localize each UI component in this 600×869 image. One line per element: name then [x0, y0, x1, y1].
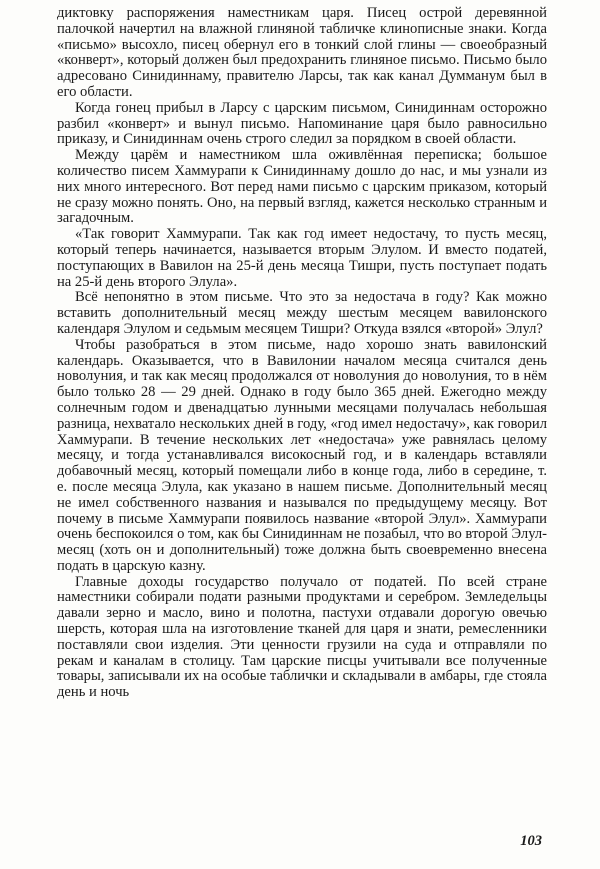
paragraph-1: диктовку распоряжения наместникам царя. Писец острой деревянной палочкой начертил на влажной глиняной табличке клинописные знаки. Когда «письмо» высохло, писец обернул его в тонкий слой глины — своеобразный «конверт», который должен был предохранить глиняное письмо. Письмо было адресовано Синидиннаму, правителю Ларсы, так как канал Думманум был в его области.	[57, 5, 547, 100]
paragraph-3: Между царём и наместником шла оживлённая переписка; большое количество писем Хаммурапи к Синидиннаму дошло до нас, и мы узнали из них много интересного. Вот перед нами письмо с царским приказом, который не сразу можно понять. Оно, на первый взгляд, кажется несколько странным и загадочным.	[57, 147, 547, 227]
paragraph-6: Чтобы разобраться в этом письме, надо хорошо знать вавилонский календарь. Оказывается, что в Вавилонии началом месяца считался день новолуния, и так как месяц продолжался от новолуния до новолуния, то в нём было только 28 — 29 дней. Однако в году было 365 дней. Ежегодно между солнечным годом и двенадцатью лунными месяцами получалась небольшая разница, нехватало нескольких дней в году, «год имел недостачу», как говорил Хаммурапи. В течение нескольких лет «недостача» уже равнялась целому месяцу, и тогда устанавливался високосный год, и в календарь вставляли добавочный месяц, который помещали либо в конце года, либо в середине, т. е. после месяца Элула, как указано в нашем письме. Дополнительный месяц не имел собственного названия и назывался по предыдущему месяцу. Вот почему в письме Хаммурапи появилось название «второй Элул». Хаммурапи очень беспокоился о том, как бы Синидиннам не позабыл, что во второй Элул-месяц (хоть он и дополнительный) тоже должна быть своевременно внесена подать в царскую казну.	[57, 336, 547, 574]
paragraph-5: Всё непонятно в этом письме. Что это за недостача в году? Как можно вставить дополнительный месяц между шестым месяцем вавилонского календаря Элулом и седьмым месяцем Тишри? Откуда взялся «второй» Элул?	[57, 289, 547, 337]
body-text	[57, 6, 547, 701]
page-number: 103	[520, 833, 542, 849]
paragraph-4: «Так говорит Хаммурапи. Так как год имеет недостачу, то пусть месяц, который теперь начинается, называется вторым Элулом. И вместо податей, поступающих в Вавилон на 25-й день месяца Тишри, пусть поступает подать на 25-й день второго Элула».	[57, 226, 547, 290]
paragraph-7: Главные доходы государство получало от податей. По всей стране наместники собирали подати разными продуктами и серебром. Земледельцы давали зерно и масло, вино и полотна, пастухи отдавали дорогую овечью шерсть, которая шла на изготовление тканей для царя и знати, ремесленники поставляли свои изделия. Эти ценности грузили на суда и отправляли по рекам и каналам в столицу. Там царские писцы учитывали все полученные товары, записывали их на особые таблички и складывали в амбары, где стояла день и ночь	[57, 573, 547, 701]
paragraph-2: Когда гонец прибыл в Ларсу с царским письмом, Синидиннам осторожно разбил «конверт» и вынул письмо. Напоминание царя было равносильно приказу, и Синидиннам очень строго следил за порядком в своей области.	[57, 99, 547, 148]
